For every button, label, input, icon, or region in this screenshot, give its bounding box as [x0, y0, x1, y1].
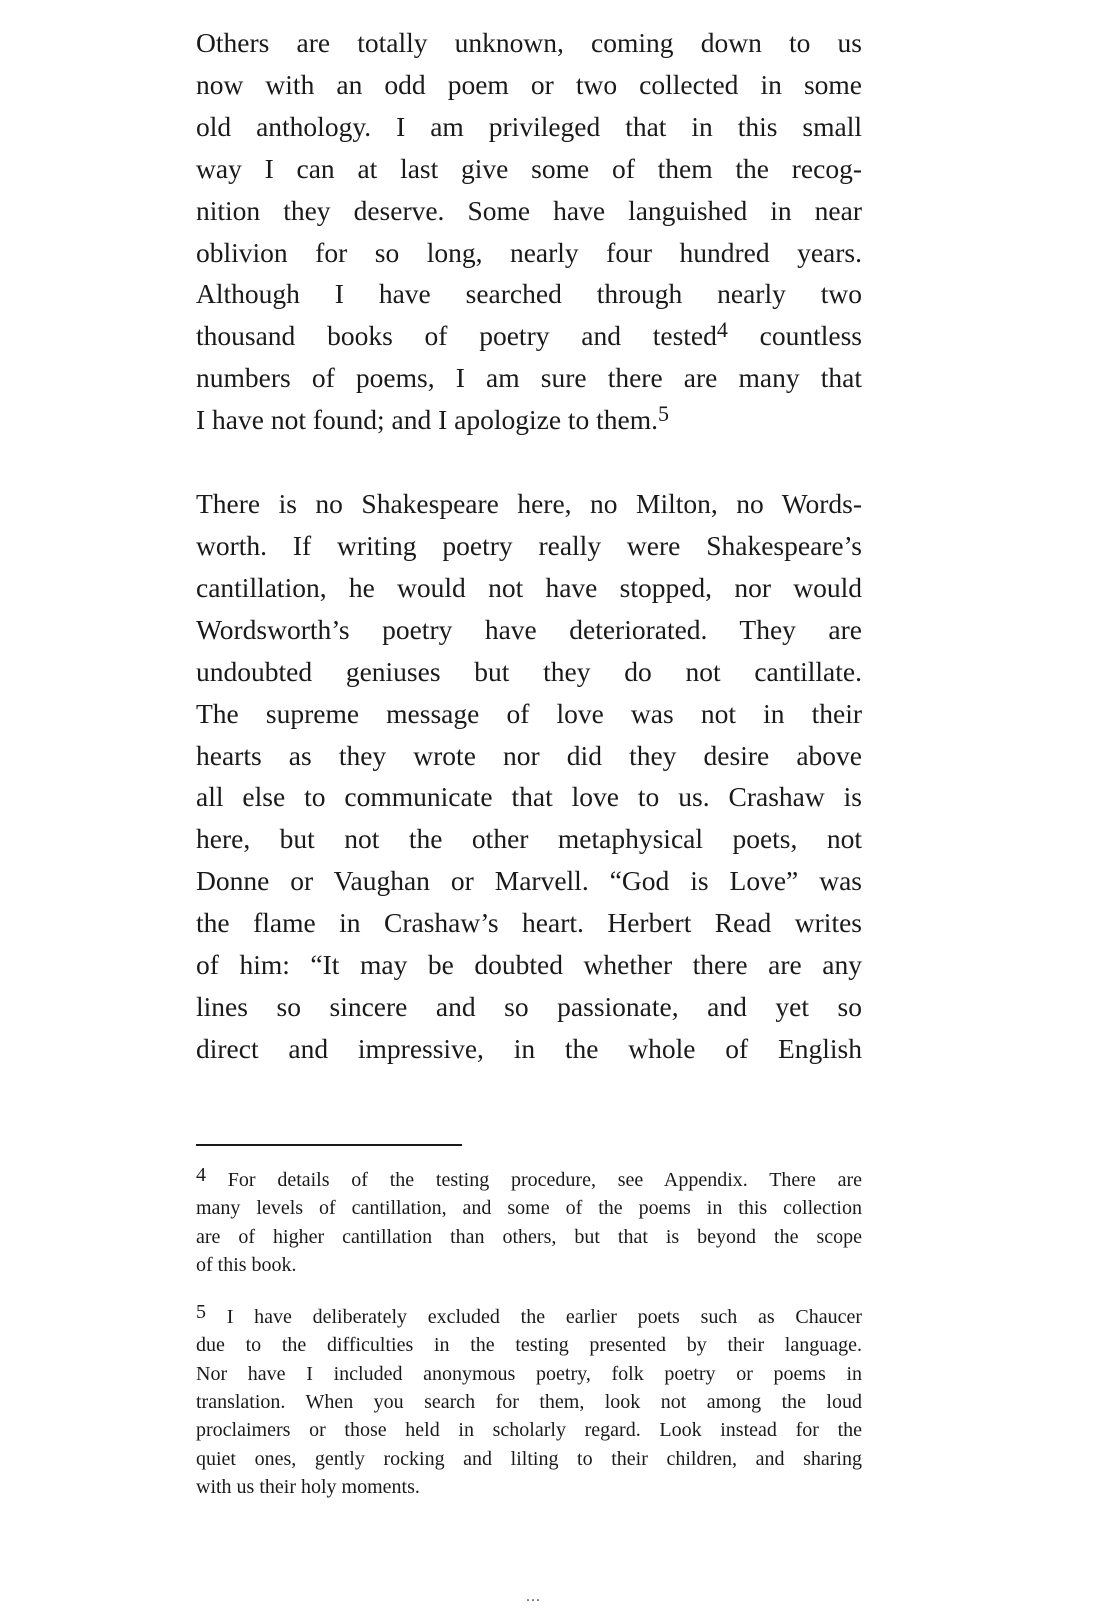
text-line: nition they deserve. Some have languished in near — [196, 194, 862, 226]
paragraph-gap — [196, 441, 862, 483]
footnote-line: due to the difficulties in the testing presented by their language. — [196, 1334, 862, 1357]
footnote-5 — [196, 1303, 862, 1501]
footnotes — [196, 1166, 862, 1525]
footnote-divider — [196, 1144, 462, 1146]
text-line: There is no Shakespeare here, no Milton, no Words- — [196, 488, 862, 520]
footnote-4 — [196, 1166, 862, 1279]
text-line: undoubted geniuses but they do not cantillate. — [196, 655, 862, 687]
footnote-line: translation. When you search for them, look not among the loud — [196, 1391, 862, 1414]
text-line: Others are totally unknown, coming down to us — [196, 27, 862, 58]
paragraph-1 — [196, 22, 862, 441]
text-segment: I have not found; and I apologize to them. — [196, 404, 659, 436]
text-line: Donne or Vaughan or Marvell. “God is Love” was — [196, 865, 862, 897]
text-line: oblivion for so long, nearly four hundred years. — [196, 236, 862, 268]
footnote-line: many levels of cantillation, and some of the poems in this collection — [196, 1197, 862, 1220]
footnote-line — [196, 1166, 862, 1194]
text-line: Although I have searched through nearly two — [196, 278, 862, 310]
footnote-line: with us their holy moments. — [196, 1475, 420, 1498]
text-line: old anthology. I am privileged that in this small — [196, 110, 862, 142]
text-line: way I can at last give some of them the recog- — [196, 152, 862, 184]
text-segment: thousand books of poetry and tested — [196, 320, 717, 352]
footnote-line — [196, 1303, 862, 1331]
footnote-marker: 4 — [196, 1164, 206, 1186]
footnote-line: are of higher cantillation than others, but that is beyond the scope — [196, 1225, 862, 1248]
main-text — [196, 22, 862, 1070]
footnote-line: of this book. — [196, 1253, 297, 1276]
footnote-line: quiet ones, gently rocking and lilting to their children, and sharing — [196, 1447, 862, 1470]
text-line: hearts as they wrote nor did they desire above — [196, 739, 862, 771]
text-line: worth. If writing poetry really were Shakespeare’s — [196, 529, 862, 561]
text-line: the flame in Crashaw’s heart. Herbert Read writes — [196, 907, 862, 939]
text-line — [196, 315, 862, 357]
text-segment: countless — [759, 320, 863, 352]
text-line: Wordsworth’s poetry have deteriorated. They are — [196, 613, 862, 645]
text-line: lines so sincere and so passionate, and yet so — [196, 990, 862, 1022]
footnote-line: proclaimers or those held in scholarly regard. Look instead for the — [196, 1419, 862, 1442]
text-line: here, but not the other metaphysical poets, not — [196, 823, 862, 855]
text-line — [196, 399, 862, 441]
text-line: The supreme message of love was not in their — [196, 697, 862, 729]
footnote-ref-5: 5 — [658, 401, 670, 427]
text-line: now with an odd poem or two collected in some — [196, 68, 862, 100]
text-line: all else to communicate that love to us. Crashaw is — [196, 781, 862, 813]
text-line: direct and impressive, in the whole of English — [196, 1032, 862, 1064]
text-line: cantillation, he would not have stopped, nor would — [196, 571, 862, 603]
footnote-marker: 5 — [196, 1301, 206, 1324]
text-line: numbers of poems, I am sure there are many that — [196, 362, 862, 394]
text-segment: For details of the testing procedure, see Appendix. There are — [227, 1169, 863, 1191]
footnote-ref-4: 4 — [716, 317, 728, 343]
page-folio: ... — [526, 1588, 541, 1605]
footnote-line: Nor have I included anonymous poetry, folk poetry or poems in — [196, 1362, 862, 1385]
text-segment: I have deliberately excluded the earlier poets such as Chaucer — [226, 1306, 862, 1329]
paragraph-2 — [196, 483, 862, 1070]
text-line: of him: “It may be doubted whether there are any — [196, 949, 862, 981]
